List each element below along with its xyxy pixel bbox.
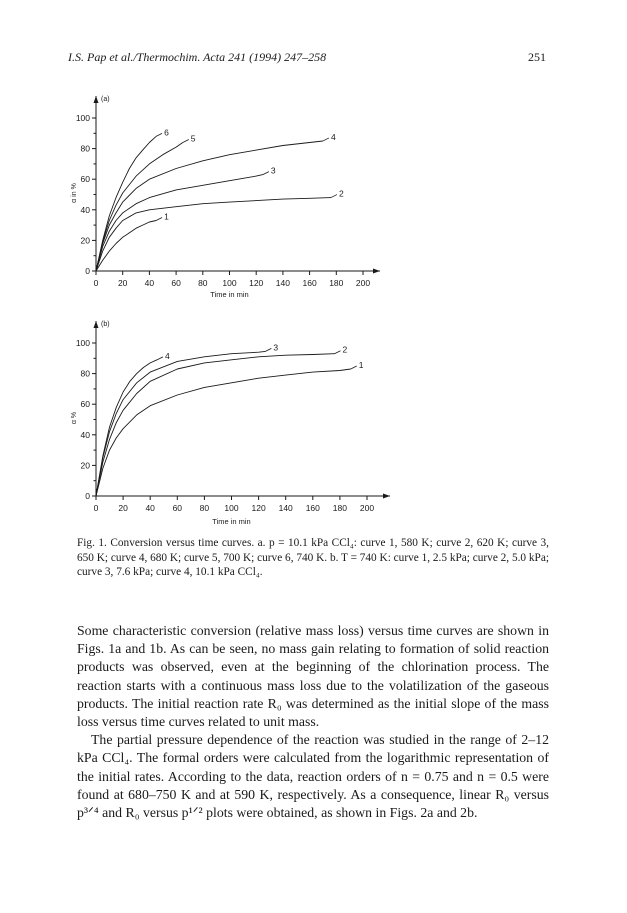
figure-1a-chart: [0, 90, 627, 310]
chart-a-x-tick-label: 40: [144, 278, 155, 288]
chart-b-curve-4-leader: [157, 357, 163, 360]
chart-a-y-tick-label: 100: [75, 113, 90, 123]
chart-a-curve-4: [96, 141, 323, 271]
chart-a-y-tick-label: 0: [85, 266, 90, 276]
chart-b-panel-label: (b): [101, 321, 110, 328]
page-header: [68, 50, 546, 66]
chart-a-x-tick-label: 120: [249, 278, 264, 288]
chart-a-x-tick-label: 160: [302, 278, 317, 288]
chart-a-x-tick-label: 0: [93, 278, 99, 288]
chart-a-curve-label-6: 6: [164, 127, 169, 138]
chart-a-curve-4-leader: [323, 138, 329, 141]
chart-a-curve-6: [96, 136, 156, 271]
chart-b-y-axis-label: α %: [71, 411, 78, 425]
chart-b-x-tick-label: 80: [199, 503, 210, 513]
chart-b-y-tick-label: 0: [85, 491, 90, 501]
paragraph-1: Some characteristic conversion (relative mass loss) versus time curves are shown in Figs. 1a and 1b. As can be seen, no mass gain relating to formation of solid reaction products was observed, even at the beginning of the chlorination process. The reaction starts with a continuous mass loss due to the volatilization of the gaseous products. The initial reaction rate R₀ was determined as the initial slope of the mass loss versus time curves related to unit mass.: [77, 623, 549, 730]
chart-b-y-tick-label: 100: [75, 338, 90, 348]
chart-b-curve-2-leader: [334, 351, 340, 354]
chart-a-y-axis-label: α in %: [71, 183, 78, 203]
chart-b-curve-1-leader: [351, 366, 357, 369]
chart-b-y-tick-label: 80: [80, 368, 90, 379]
chart-a-x-arrow: [373, 269, 380, 274]
chart-a-curve-5-leader: [183, 139, 189, 142]
chart-b-x-tick-label: 140: [278, 503, 293, 513]
chart-b-curve-label-2: 2: [342, 344, 348, 355]
chart-a-curve-1-leader: [156, 218, 162, 221]
page-number: 251: [528, 50, 546, 64]
chart-a-x-tick-label: 80: [198, 278, 208, 288]
chart-b-curve-4: [96, 360, 157, 496]
chart-a-y-tick-label: 20: [80, 235, 90, 246]
chart-b-x-tick-label: 40: [145, 503, 155, 513]
chart-a-x-tick-label: 180: [329, 278, 344, 288]
chart-a-curve-6-leader: [156, 133, 162, 136]
chart-a-curve-label-4: 4: [330, 131, 336, 142]
chart-b-x-tick-label: 200: [359, 503, 375, 513]
chart-b-x-tick-label: 180: [332, 503, 347, 513]
chart-b-y-tick-label: 60: [80, 399, 90, 410]
chart-b-x-arrow: [383, 494, 390, 499]
chart-b-curve-3-leader: [265, 348, 271, 351]
chart-b-x-tick-label: 120: [251, 503, 266, 513]
chart-b-x-tick-label: 100: [224, 503, 239, 513]
chart-b-y-arrow: [94, 321, 99, 328]
chart-a-x-tick-label: 200: [355, 278, 371, 288]
chart-a-y-tick-label: 60: [80, 174, 90, 185]
chart-a-curve-label-5: 5: [190, 133, 196, 144]
chart-a-y-arrow: [94, 96, 99, 103]
chart-b-x-axis-label: Time in min: [212, 517, 251, 526]
chart-b-curve-3: [96, 351, 265, 496]
chart-b-y-tick-label: 40: [80, 429, 90, 440]
chart-b-x-tick-label: 0: [93, 503, 99, 513]
chart-a-x-tick-label: 140: [275, 278, 290, 288]
running-head: I.S. Pap et al./Thermochim. Acta 241 (1994) 247–258: [68, 50, 327, 64]
chart-b-curve-label-3: 3: [273, 342, 279, 353]
chart-a-x-tick-label: 100: [222, 278, 237, 288]
figure-1b-chart: [0, 312, 627, 534]
chart-a-curve-label-2: 2: [338, 188, 344, 199]
chart-b-curve-label-1: 1: [358, 360, 364, 371]
chart-a-curve-2: [96, 198, 331, 271]
caption-text: Conversion versus time curves. a. p = 10.1 kPa CCl₄: curve 1, 580 K; curve 2, 620 K; curve 3, 650 K; curve 4, 680 K; curve 5, 700 K; curve 6, 740 K. b. T = 740 K: curve 1, 2.5 kPa; curve 2, 5.0 kPa; curve 3, 7.6 kPa; curve 4, 10.1 kPa CCl₄.: [77, 537, 549, 578]
figure-caption: [77, 536, 549, 580]
chart-a-panel-label: (a): [101, 96, 110, 103]
chart-a-x-axis-label: Time in min: [210, 290, 249, 299]
chart-b-x-tick-label: 160: [305, 503, 320, 513]
chart-a-x-tick-label: 20: [117, 278, 128, 288]
caption-label: Fig. 1.: [77, 537, 107, 549]
chart-a-y-tick-label: 80: [80, 143, 90, 154]
chart-b-x-tick-label: 20: [118, 503, 128, 513]
chart-b-curve-label-4: 4: [164, 350, 170, 361]
chart-b-curve-1: [96, 369, 351, 496]
chart-a-curve-label-3: 3: [270, 165, 276, 176]
chart-b-curve-2: [96, 354, 335, 496]
chart-b-x-tick-label: 60: [172, 503, 183, 513]
chart-a-curve-2-leader: [331, 195, 337, 198]
chart-a-curve-3-leader: [263, 172, 269, 175]
chart-a-y-tick-label: 40: [80, 204, 90, 215]
chart-b-y-tick-label: 20: [80, 460, 90, 471]
chart-a-x-tick-label: 60: [171, 278, 181, 288]
paragraph-2: The partial pressure dependence of the reaction was studied in the range of 2–12 kPa CCl₄. The formal orders were calculated from the logarithmic representation of the initial rates. According to the data, reaction orders of n = 0.75 and n = 0.5 were found at 680–750 K and at 590 K, respectively. As a consequence, linear R₀ versus p³ᐟ⁴ and R₀ versus p¹ᐟ² plots were obtained, as shown in Figs. 2a and 2b.: [77, 732, 549, 821]
chart-a-curve-label-1: 1: [164, 211, 169, 222]
body-text: [77, 622, 549, 822]
